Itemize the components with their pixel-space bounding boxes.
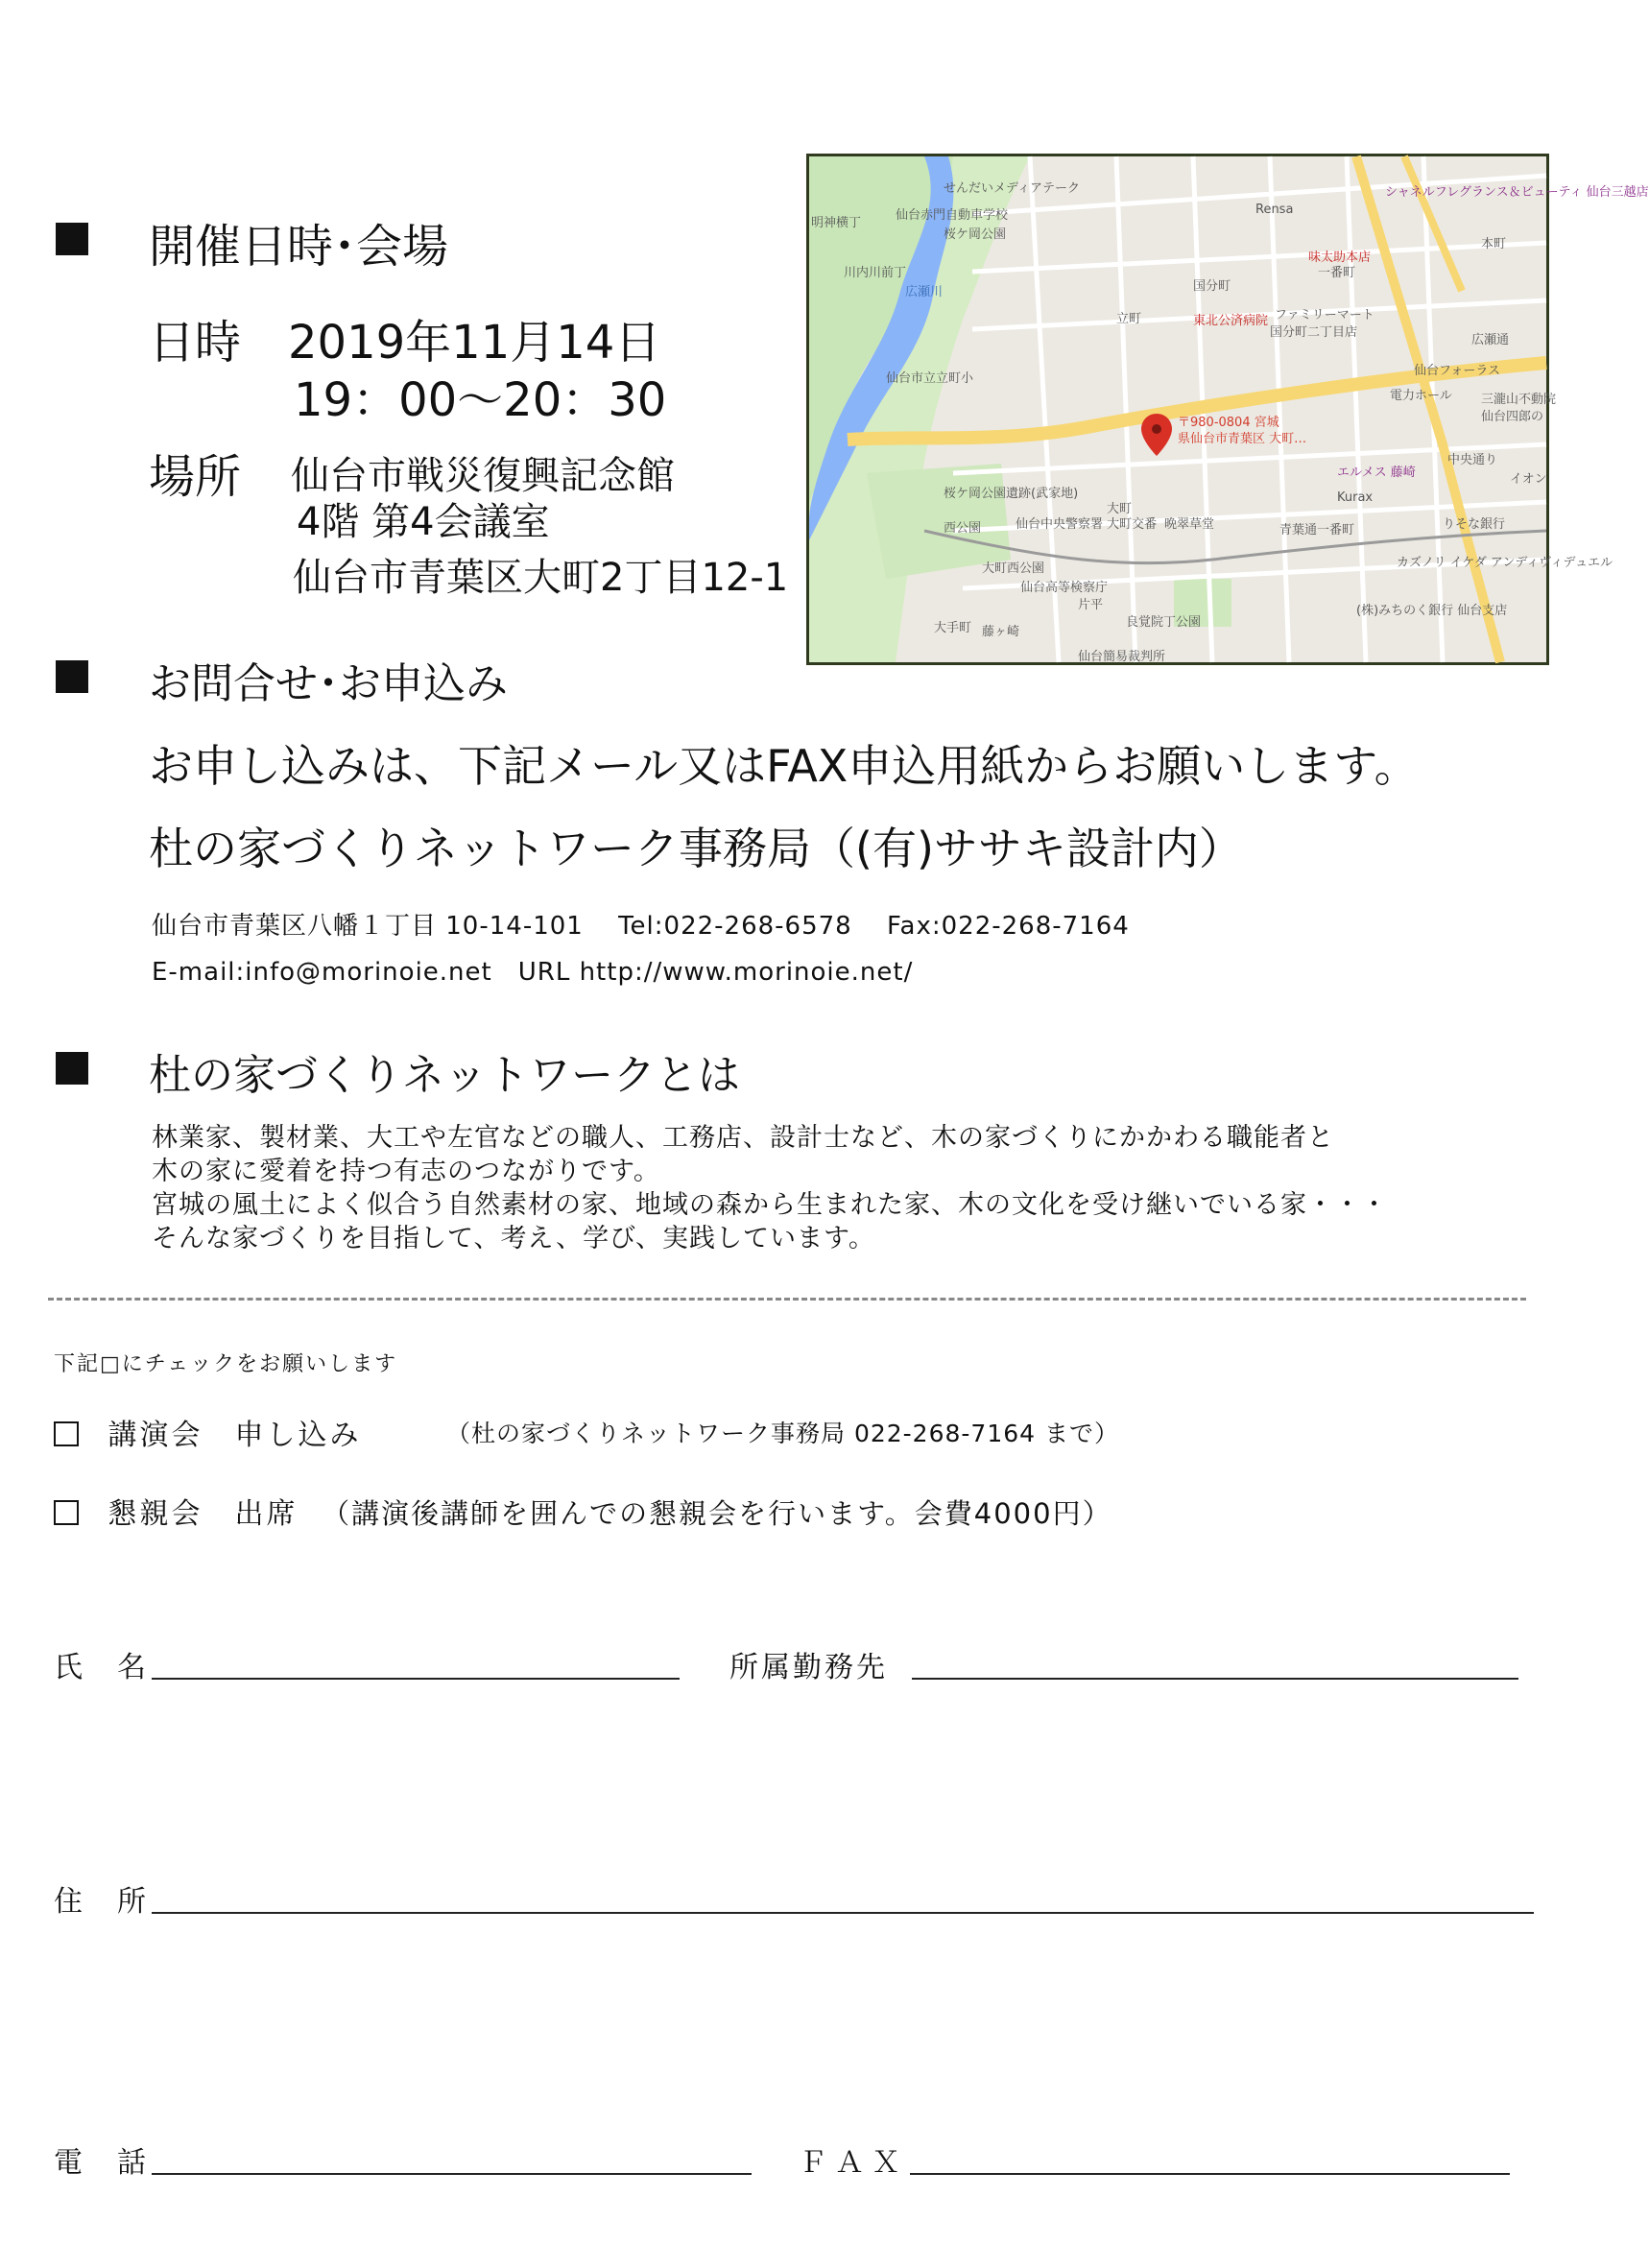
- map-label: 大町西公園: [982, 561, 1045, 576]
- map-label: エルメス 藤崎: [1337, 466, 1416, 480]
- contact-instruction: お申し込みは、下記メール又はFAX申込用紙からお願いします。: [149, 740, 1419, 792]
- name-field[interactable]: [152, 1678, 680, 1680]
- place-address: 仙台市青葉区大町2丁目12-1: [293, 556, 789, 600]
- map-label: 片平: [1078, 598, 1104, 612]
- map-label: Rensa: [1255, 203, 1294, 217]
- map-label: 青葉通一番町: [1279, 523, 1355, 537]
- map-label: 一番町: [1318, 266, 1356, 280]
- lecture-note: （杜の家づくりネットワーク事務局 022-268-7164 まで）: [446, 1420, 1119, 1447]
- date-label: 日時: [149, 316, 242, 370]
- about-text-line: そんな家づくりを目指して、考え、学び、実践しています。: [152, 1224, 875, 1253]
- map-label: 三瀧山不動院: [1481, 393, 1557, 407]
- map-label: 桜ケ岡公園: [944, 227, 1007, 242]
- map-label: 国分町: [1193, 279, 1231, 294]
- venue-heading: 開催日時･会場: [149, 220, 449, 274]
- lecture-label: 講演会 申し込み: [108, 1419, 362, 1452]
- organizer-web: E-mail:info@morinoie.net URL http://www.morinoie.net/: [152, 958, 914, 987]
- map-label: 仙台市立立町小: [886, 371, 974, 386]
- place-label: 場所: [149, 450, 242, 504]
- map-label: ファミリーマート: [1275, 308, 1374, 322]
- map-label: 大町: [1107, 502, 1133, 516]
- lecture-checkbox[interactable]: [54, 1421, 79, 1446]
- map-label: 味太助本店: [1308, 251, 1372, 265]
- organizer-name: 杜の家づくりネットワーク事務局（(有)ササキ設計内）: [149, 823, 1243, 874]
- party-checkbox[interactable]: [54, 1500, 79, 1525]
- organizer-address: 仙台市青葉区八幡１丁目 10-14-101 Tel:022-268-6578 Fax:022-268-7164: [152, 912, 1130, 941]
- phone-field[interactable]: [152, 2173, 752, 2175]
- map-label: イオン: [1510, 472, 1547, 487]
- about-text-line: 林業家、製材業、大工や左官などの職人、工務店、設計士など、木の家づくりにかかわる職能者と: [152, 1123, 1334, 1153]
- map-label: 晩翠草堂: [1164, 517, 1215, 532]
- map-label: 大手町: [934, 621, 972, 635]
- map-label: 広瀬通: [1471, 333, 1510, 347]
- fax-field[interactable]: [910, 2173, 1510, 2175]
- address-field[interactable]: [152, 1912, 1534, 1914]
- about-text-line: 木の家に愛着を持つ有志のつながりです。: [152, 1157, 660, 1186]
- party-note: （講演後講師を囲んでの懇親会を行います。会費4000円）: [322, 1497, 1112, 1530]
- map-label: 西公園: [944, 521, 982, 536]
- address-label: 住 所: [54, 1885, 149, 1919]
- map-label: りそな銀行: [1443, 517, 1506, 532]
- fax-label: ＦＡＸ: [799, 2146, 908, 2180]
- map-label: 広瀬川: [905, 285, 944, 299]
- section-bullet: [56, 1052, 88, 1085]
- cut-line: [48, 1298, 1526, 1301]
- check-instruction: 下記□にチェックをお願いします: [54, 1352, 398, 1376]
- map-label: 藤ヶ崎: [982, 625, 1020, 639]
- section-bullet: [56, 660, 88, 693]
- map-label: 仙台簡易裁判所: [1078, 650, 1166, 664]
- phone-label: 電 話: [54, 2146, 149, 2180]
- name-label: 氏 名: [54, 1651, 149, 1684]
- affiliation-field[interactable]: [912, 1678, 1518, 1680]
- map-label: 仙台高等検察庁: [1020, 581, 1109, 595]
- place-room: 4階 第4会議室: [297, 500, 550, 544]
- map-label: カズノリ イケダ アンディヴィデュエル: [1397, 556, 1613, 570]
- map-label: 桜ケ岡公園遺跡(武家地): [944, 487, 1079, 501]
- affiliation-label: 所属勤務先: [729, 1651, 888, 1684]
- contact-heading: お問合せ･お申込み: [149, 659, 508, 708]
- option-party-row: [54, 1490, 1112, 1532]
- map-label: 仙台四郎の: [1481, 410, 1544, 424]
- map-label: 国分町二丁目店: [1270, 325, 1358, 340]
- party-label: 懇親会 出席: [108, 1497, 299, 1531]
- about-text-line: 宮城の風土によく似合う自然素材の家、地域の森から生まれた家、木の文化を受け継いでいる家・・・: [152, 1190, 1388, 1220]
- map-label: 川内川前丁: [844, 266, 907, 280]
- map-label: シャネルフレグランス＆ビューティ 仙台三越店: [1385, 185, 1649, 200]
- option-lecture-row: [54, 1411, 362, 1453]
- map-label: Kurax: [1337, 490, 1374, 505]
- map-label: せんだいメディアテーク: [944, 181, 1080, 196]
- event-date: 2019年11月14日: [288, 316, 661, 370]
- venue-map: [806, 154, 1649, 665]
- map-label: 明神横丁: [811, 216, 862, 230]
- event-time: 19：00～20：30: [294, 373, 667, 427]
- about-heading: 杜の家づくりネットワークとは: [149, 1051, 740, 1100]
- map-label: 東北公済病院: [1193, 314, 1269, 328]
- map-pin-label: 〒980-0804 宮城: [1178, 416, 1279, 430]
- map-label: 仙台中央警察署 大町交番: [1016, 517, 1158, 532]
- map-label: 仙台フォーラス: [1414, 364, 1500, 378]
- section-bullet: [56, 223, 88, 255]
- map-label: 立町: [1116, 312, 1142, 326]
- place-name: 仙台市戦災復興記念館: [291, 454, 675, 498]
- map-label: 電力ホール: [1390, 389, 1452, 403]
- map-label: 良覚院丁公園: [1126, 615, 1202, 630]
- map-graphic: [809, 156, 1546, 662]
- map-pin-label: 県仙台市青葉区 大町…: [1178, 432, 1307, 446]
- map-label: 中央通り: [1447, 453, 1498, 467]
- map-label: 仙台赤門自動車学校: [896, 208, 1009, 223]
- map-label: (株)みちのく銀行 仙台支店: [1356, 604, 1508, 618]
- map-label: 本町: [1481, 237, 1507, 251]
